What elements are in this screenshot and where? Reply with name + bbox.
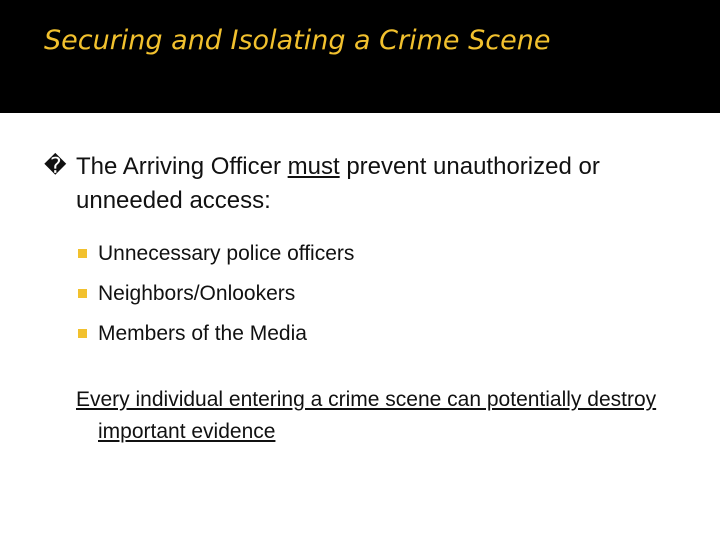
title-bar <box>0 0 720 113</box>
main-point <box>44 150 684 218</box>
slide-body <box>44 150 684 448</box>
square-bullet-icon <box>78 289 87 298</box>
sub-bullet-list <box>44 234 684 354</box>
list-item <box>78 274 684 314</box>
main-point-emphasis: must <box>287 153 340 180</box>
list-item-label: Neighbors/Onlookers <box>98 282 296 305</box>
list-item-label: Unnecessary police officers <box>98 242 355 265</box>
slide-title: Securing and Isolating a Crime Scene <box>44 25 551 56</box>
square-bullet-icon <box>78 249 87 258</box>
main-point-text-end: prevent unauthorized or unneeded access: <box>76 153 600 214</box>
list-item-label: Members of the Media <box>98 322 307 345</box>
list-item <box>78 234 684 274</box>
main-point-text-start: The Arriving Officer <box>76 153 288 180</box>
square-bullet-icon <box>78 329 87 338</box>
evidence-note: Every individual entering a crime scene can potentially destroy important evidence <box>76 388 657 443</box>
list-item <box>78 314 684 354</box>
missing-glyph-bullet-icon: � <box>44 154 67 179</box>
